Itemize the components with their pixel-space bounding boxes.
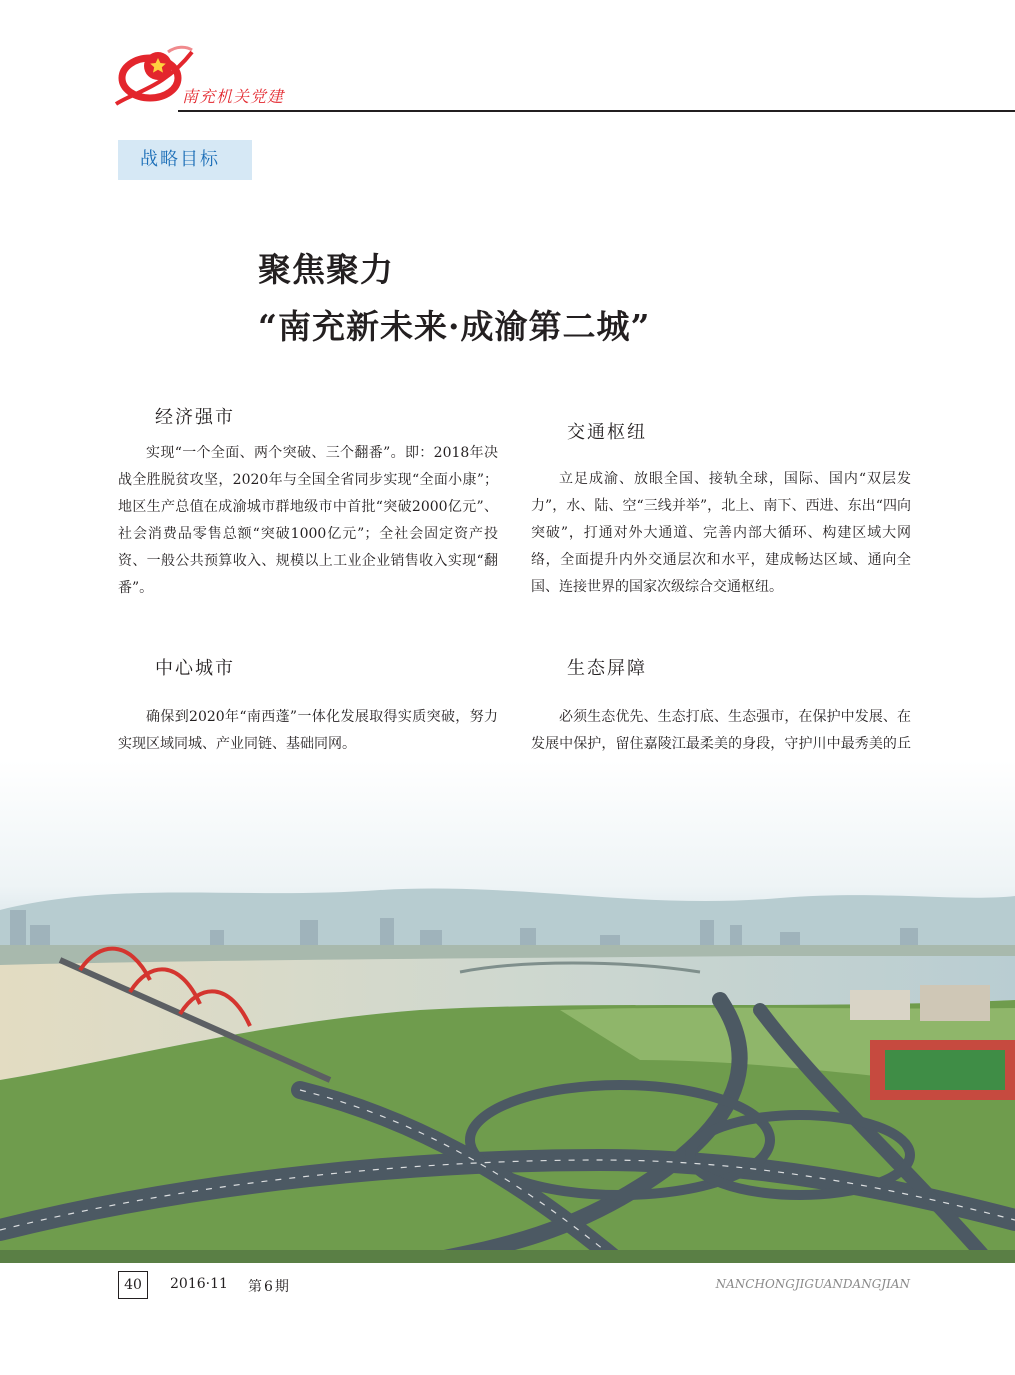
section-body-economy bbox=[118, 440, 498, 602]
page-number: 40 bbox=[118, 1271, 148, 1299]
paragraph: 实现“一个全面、两个突破、三个翻番”。即：2018年决战全胜脱贫攻坚，2020年与全国全省同步实现“全面小康”；地区生产总值在成渝城市群地级市中首批“突破2000亿元”、社会消费品零售总额“突破1000亿元”；全社会固定资产投资、一般公共预算收入、规模以上工业企业销售收入实现“翻番”。 bbox=[118, 445, 498, 596]
paragraph: 确保到2020年“南西蓬”一体化发展取得实质突破，努力实现区域同城、产业同链、基础同网。 bbox=[118, 709, 498, 752]
section-heading-transport: 交通枢纽 bbox=[567, 422, 647, 443]
footer-magazine-latin: NANCHONGJIGUANDANGJIAN bbox=[715, 1277, 910, 1291]
aerial-city-photo bbox=[0, 760, 1015, 1263]
section-heading-center: 中心城市 bbox=[155, 658, 235, 679]
issue-date: 2016·11 bbox=[170, 1276, 228, 1292]
section-body-transport bbox=[531, 466, 911, 601]
section-tag bbox=[118, 140, 252, 180]
header-rule bbox=[178, 110, 1015, 112]
article-title-line1: 聚焦聚力 bbox=[258, 250, 394, 289]
section-heading-ecology: 生态屏障 bbox=[567, 658, 647, 679]
issue-number: 第6期 bbox=[248, 1279, 291, 1295]
paragraph: 必须生态优先、生态打底、生态强市，在保护中发展、在发展中保护，留住嘉陵江最柔美的身段，守护川中最秀美的丘 bbox=[531, 709, 911, 752]
paragraph: 立足成渝、放眼全国、接轨全球，国际、国内“双层发力”，水、陆、空“三线并举”，北上、南下、西进、东出“四向突破”，打通对外大通道、完善内部大循环、构建区域大网络，全面提升内外交通层次和水平，建成畅达区域、通向全国、连接世界的国家次级综合交通枢纽。 bbox=[531, 471, 911, 595]
magazine-name: 南充机关党建 bbox=[182, 87, 285, 106]
article-title-line2: “南充新未来·成渝第二城” bbox=[258, 307, 651, 346]
section-tag-label: 战略目标 bbox=[140, 149, 220, 170]
section-heading-economy: 经济强市 bbox=[155, 407, 235, 428]
